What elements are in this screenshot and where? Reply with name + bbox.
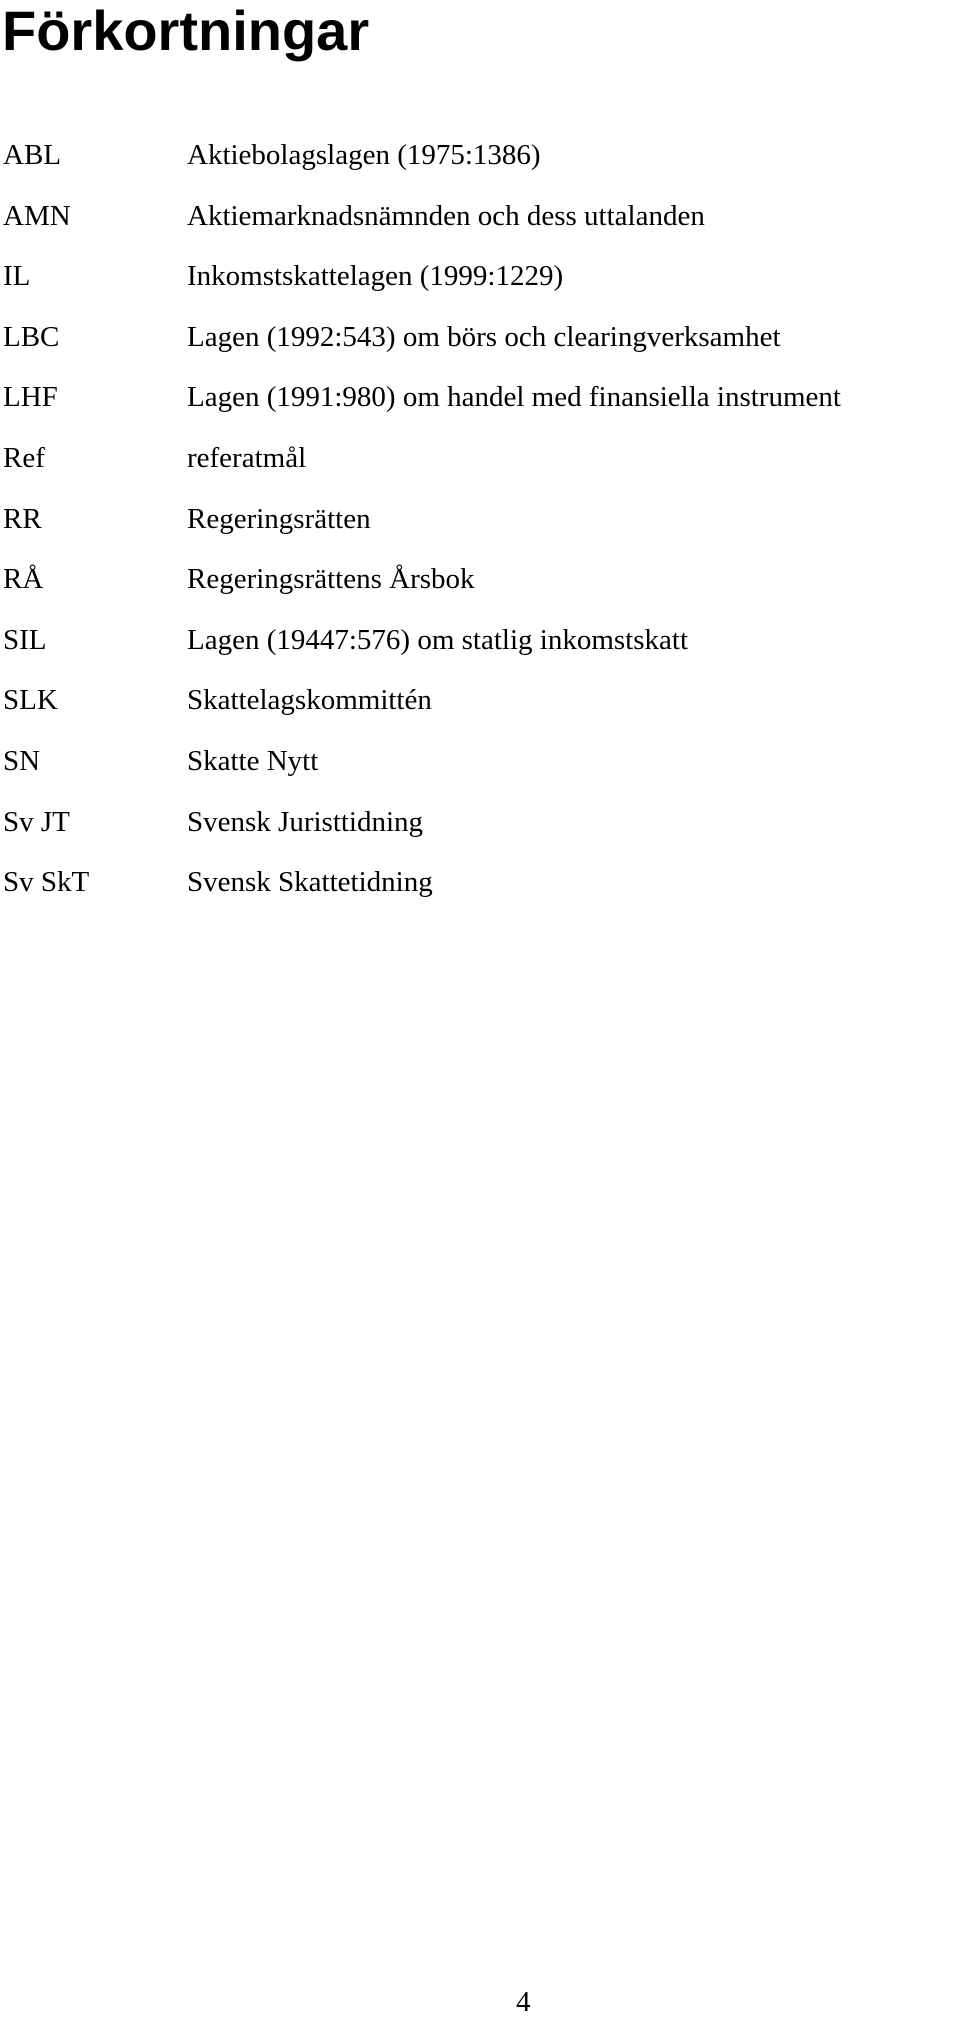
page-title: Förkortningar (2, 0, 370, 62)
abbreviation-term: LHF (3, 381, 58, 414)
abbreviation-definition: Skatte Nytt (187, 744, 319, 777)
abbreviation-row-abl (0, 133, 960, 194)
abbreviation-definition: Skattelagskommittén (187, 684, 432, 717)
abbreviation-row-il (0, 254, 960, 315)
abbreviation-definition: referatmål (187, 441, 307, 474)
abbreviation-term: AMN (3, 199, 71, 232)
abbreviation-definition: Lagen (1991:980) om handel med finansiella instrument (187, 381, 841, 414)
abbreviation-definition: Regeringsrätten (187, 502, 371, 535)
page-number-label: 4 (516, 1986, 531, 2018)
abbreviation-row-sil (0, 618, 960, 679)
abbreviation-list (0, 133, 960, 921)
abbreviation-row-sv-skt (0, 860, 960, 921)
abbreviation-term: IL (3, 260, 31, 293)
abbreviation-term: Sv SkT (3, 866, 90, 899)
abbreviation-row-sv-jt (0, 800, 960, 861)
abbreviation-row-lbc (0, 315, 960, 376)
abbreviation-definition: Aktiemarknadsnämnden och dess uttalanden (187, 199, 705, 232)
abbreviation-row-ra (0, 557, 960, 618)
abbreviation-term: RÅ (3, 563, 44, 596)
abbreviation-definition: Aktiebolagslagen (1975:1386) (187, 139, 541, 171)
abbreviation-definition: Lagen (1992:543) om börs och clearingverksamhet (187, 320, 781, 353)
abbreviation-row-slk (0, 678, 960, 739)
abbreviation-row-ref (0, 436, 960, 497)
abbreviation-term: SN (3, 744, 41, 777)
abbreviation-term: Ref (3, 441, 45, 474)
abbreviation-term: SLK (3, 684, 58, 717)
abbreviation-term: LBC (3, 320, 60, 353)
abbreviation-term: SIL (3, 623, 47, 656)
abbreviation-term: Sv JT (3, 805, 70, 838)
abbreviation-definition: Regeringsrättens Årsbok (187, 563, 475, 596)
abbreviation-term: ABL (3, 139, 61, 171)
abbreviation-definition: Lagen (19447:576) om statlig inkomstskatt (187, 623, 689, 656)
abbreviation-row-sn (0, 739, 960, 800)
abbreviation-term: RR (3, 502, 42, 535)
abbreviation-row-amn (0, 194, 960, 255)
abbreviation-definition: Svensk Juristtidning (187, 805, 424, 838)
abbreviation-row-lhf (0, 375, 960, 436)
abbreviation-definition: Inkomstskattelagen (1999:1229) (187, 260, 564, 293)
abbreviation-row-rr (0, 497, 960, 558)
abbreviation-definition: Svensk Skattetidning (187, 866, 433, 899)
